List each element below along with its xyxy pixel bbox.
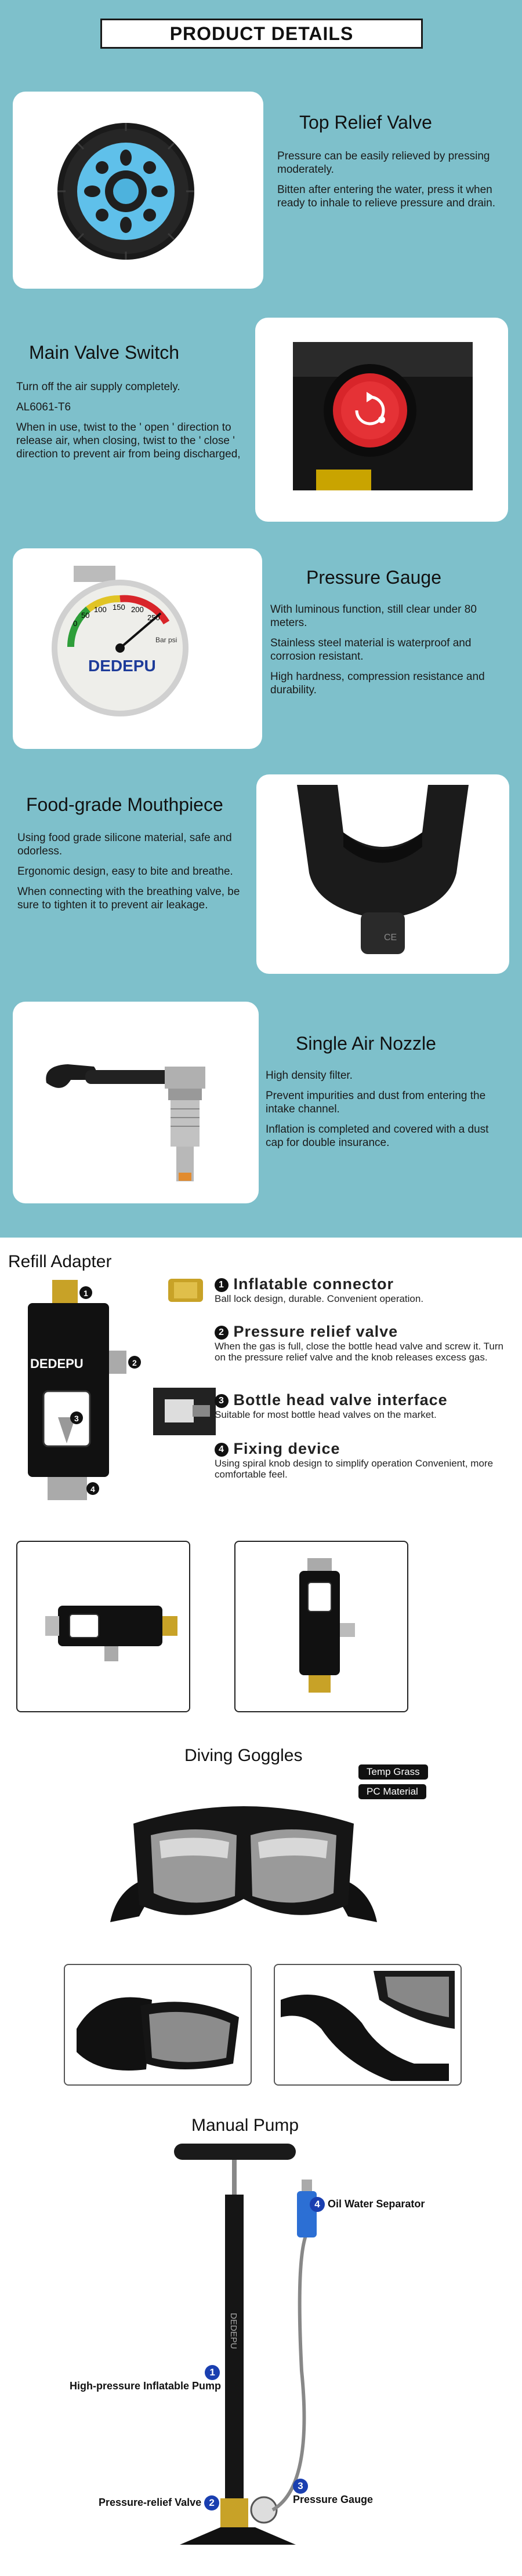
goggles-view-2 [274, 1964, 462, 2086]
adapter-brand: DEDEPU [30, 1356, 84, 1371]
air-nozzle-image [13, 1002, 259, 1203]
feature-line: Ergonomic design, easy to bite and breathe. [17, 865, 233, 878]
callout-label: High-pressure Inflatable Pump [70, 2380, 222, 2392]
inflatable-connector-icon [162, 1271, 210, 1311]
feature-title-air-nozzle: Single Air Nozzle [296, 1033, 436, 1054]
diving-goggles-image [104, 1766, 383, 1945]
callout-label: Pressure Gauge [293, 2494, 374, 2505]
goggles-icon [104, 1766, 383, 1945]
adapter-feature-1 [215, 1275, 516, 1304]
gauge-tick: 150 [113, 603, 125, 612]
number-badge: 1 [215, 1278, 229, 1292]
feature-line: Pressure can be easily relieved by pressing moderately. [277, 150, 490, 176]
page-title-text: PRODUCT DETAILS [169, 23, 354, 44]
callout-number: 4 [310, 2197, 325, 2212]
tag-temp-grass: Temp Grass [358, 1764, 428, 1780]
feature-line: Turn off the air supply completely. [16, 381, 180, 393]
gauge-tick: 0 [73, 619, 78, 628]
main-valve-switch-image [255, 318, 508, 522]
callout-number: 2 [204, 2495, 219, 2510]
feature-title-mouthpiece: Food-grade Mouthpiece [26, 794, 223, 815]
pump-callout-4 [310, 2197, 425, 2212]
adapter-feature-desc: Ball lock design, durable. Convenient operation. [215, 1293, 424, 1304]
callout-number: 3 [293, 2479, 308, 2494]
gauge-brand: DEDEPU [88, 657, 156, 675]
adapter-feature-title: Fixing device [233, 1440, 340, 1457]
adapter-side-view-1 [16, 1541, 190, 1712]
goggles-icon [65, 1965, 251, 2084]
refill-adapter-image [12, 1275, 157, 1513]
mouthpiece-icon [256, 774, 509, 974]
feature-text-main-valve-switch [16, 380, 254, 468]
gauge-tick: 200 [131, 605, 144, 614]
callout-label: Oil Water Separator [328, 2198, 425, 2210]
valve-knob-icon [255, 318, 508, 522]
number-badge: 2 [215, 1326, 229, 1340]
relief-valve-icon [13, 92, 263, 289]
number-badge: 3 [215, 1394, 229, 1408]
svg-text:1: 1 [84, 1289, 88, 1298]
pressure-gauge-image [13, 548, 262, 749]
adapter-feature-3 [215, 1391, 516, 1420]
feature-text-mouthpiece [17, 831, 255, 919]
adapter-feature-title: Pressure relief valve [233, 1323, 398, 1340]
feature-text-top-relief-valve [277, 150, 509, 217]
adapter-feature-2 [215, 1323, 516, 1363]
adapter-feature-4 [215, 1440, 516, 1480]
adapter-feature-title: Inflatable connector [233, 1275, 394, 1293]
pressure-gauge-icon [13, 548, 262, 749]
feature-line: Using food grade silicone material, safe and odorless. [17, 832, 232, 857]
feature-line: Prevent impurities and dust from entering the intake channel. [266, 1090, 486, 1115]
callout-label: Pressure-relief Valve [99, 2497, 202, 2508]
adapter-feature-desc: When the gas is full, close the bottle head valve and screw it. Turn on the pressure relief valve and the knob releases excess gas. [215, 1341, 503, 1363]
pump-brand: DEDEPU [229, 2313, 238, 2349]
page-title [100, 19, 423, 49]
goggles-icon [275, 1965, 461, 2084]
pump-callout-1 [70, 2365, 221, 2392]
diving-goggles-title: Diving Goggles [184, 1746, 303, 1765]
adapter-side-view-2 [234, 1541, 408, 1712]
refill-adapter-icon [235, 1542, 407, 1711]
refill-adapter-icon [12, 1275, 157, 1513]
gauge-tick: 250 [147, 613, 160, 622]
svg-text:2: 2 [132, 1358, 137, 1367]
feature-line: High hardness, compression resistance and durability. [270, 671, 485, 696]
tag-pc-material: PC Material [358, 1784, 426, 1799]
pump-callout-2 [99, 2495, 219, 2510]
feature-line: Stainless steel material is waterproof and corrosion resistant. [270, 637, 472, 663]
feature-line: AL6061-T6 [16, 401, 71, 413]
svg-text:4: 4 [90, 1485, 95, 1494]
feature-text-pressure-gauge [270, 603, 510, 704]
feature-title-main-valve-switch: Main Valve Switch [29, 342, 180, 363]
feature-line: High density filter. [266, 1069, 353, 1082]
feature-text-air-nozzle [266, 1069, 509, 1156]
air-nozzle-icon [13, 1002, 259, 1203]
adapter-feature-desc: Using spiral knob design to simplify operation Convenient, more comfortable feel. [215, 1458, 494, 1480]
adapter-feature-title: Bottle head valve interface [233, 1391, 448, 1409]
feature-line: With luminous function, still clear under 80 meters. [270, 603, 477, 629]
mouthpiece-image [256, 774, 509, 974]
feature-line: Inflation is completed and covered with a dust cap for double insurance. [266, 1123, 489, 1149]
gauge-tick: 100 [94, 605, 107, 614]
feature-title-top-relief-valve: Top Relief Valve [299, 112, 432, 133]
refill-adapter-title: Refill Adapter [8, 1252, 112, 1271]
feature-title-pressure-gauge: Pressure Gauge [306, 567, 442, 588]
pump-callout-3 [293, 2479, 373, 2506]
adapter-feature-desc: Suitable for most bottle head valves on the market. [215, 1409, 437, 1420]
manual-pump-title: Manual Pump [191, 2116, 299, 2135]
feature-line: When in use, twist to the ' open ' direction to release air, when closing, twist to the ' close ' direction to prevent air from being discharged, [16, 421, 241, 460]
top-relief-valve-image [13, 92, 263, 289]
callout-number: 1 [205, 2365, 220, 2380]
feature-line: Bitten after entering the water, press it when ready to inhale to relieve pressure and drain. [277, 184, 496, 209]
svg-text:CE: CE [384, 933, 397, 943]
number-badge: 4 [215, 1443, 229, 1457]
feature-line: When connecting with the breathing valve, be sure to tighten it to prevent air leakage. [17, 886, 240, 911]
gauge-tick: 50 [81, 611, 90, 620]
goggles-view-1 [64, 1964, 252, 2086]
refill-adapter-icon [17, 1542, 189, 1711]
svg-text:3: 3 [74, 1414, 79, 1423]
bottle-interface-icon [152, 1387, 217, 1436]
gauge-unit: Bar psi [155, 636, 177, 644]
